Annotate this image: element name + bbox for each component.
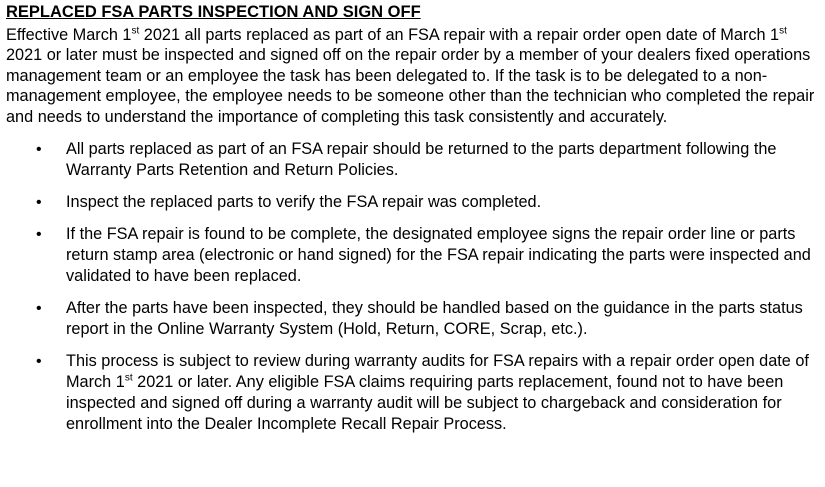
list-item-text: All parts replaced as part of an FSA repair should be returned to the parts department following the Warranty Parts Retention and Return Policies. [66,140,777,180]
list-item-text: If the FSA repair is found to be complete, the designated employee signs the repair order line or parts return stamp area (electronic or hand signed) for the FSA repair indicating the parts were inspected and validated to have been replaced. [66,225,811,286]
list-item-sup: st [124,372,133,384]
intro-paragraph [6,25,815,127]
list-item [6,298,815,340]
list-item [6,192,815,213]
list-item-text: After the parts have been inspected, they should be handled based on the guidance in the parts status report in the Online Warranty System (Hold, Return, CORE, Scrap, etc.). [66,299,803,339]
intro-text-3: 2021 or later must be inspected and signed off on the repair order by a member of your dealers fixed operations management team or an employee the task has been delegated to. If the task is to be delegated to a non-management employee, the employee needs to be someone other than the technician who completed the repair and needs to understand the importance of completing this task consistently and accurately. [6,46,815,126]
document-title: REPLACED FSA PARTS INSPECTION AND SIGN OFF [6,3,421,21]
list-item [6,224,815,287]
list-item [6,351,815,435]
bullet-list [6,139,815,435]
intro-sup-2: st [779,25,787,37]
bullet-icon: • [36,300,42,318]
list-item-text-b: 2021 or later. Any eligible FSA claims requiring parts replacement, found not to have been inspected and signed off during a warranty audit will be subject to chargeback and consideration for enrollment into the Dealer Incomplete Recall Repair Process. [66,373,784,434]
list-item-text [66,352,809,433]
list-item [6,139,815,181]
bullet-icon: • [36,141,42,159]
list-item-text: Inspect the replaced parts to verify the FSA repair was completed. [66,193,542,212]
document [0,2,825,435]
list-item-text-a: This process is subject to review during warranty audits for FSA repairs with a repair order open date of March 1 [66,352,809,392]
bullet-icon: • [36,226,42,244]
intro-text-1: Effective March 1 [6,26,132,44]
bullet-icon: • [36,353,42,371]
intro-text-2: 2021 all parts replaced as part of an FSA repair with a repair order open date of March 1 [139,26,780,44]
bullet-icon: • [36,194,42,212]
intro-sup-1: st [131,25,140,37]
